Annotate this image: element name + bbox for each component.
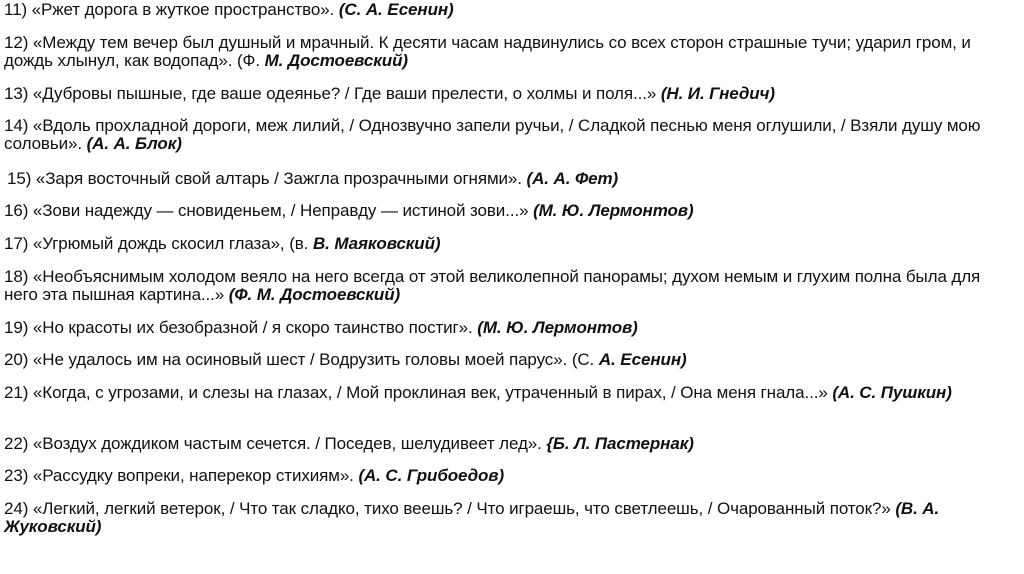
item-number: 18)	[4, 267, 29, 286]
list-item	[4, 435, 1014, 453]
item-quote: «Когда, с угрозами, и слезы на глазах, / Мой проклиная век, утраченный в пирах, / Она меня гнала...»	[32, 383, 828, 402]
item-number: 22)	[4, 434, 29, 453]
item-number: 13)	[4, 84, 29, 103]
item-number: 12)	[4, 33, 29, 52]
item-author: А. Есенин)	[598, 350, 687, 369]
item-author: (С. А. Есенин)	[338, 0, 454, 19]
list-item	[4, 351, 1014, 369]
item-author: (М. Ю. Лермонтов)	[533, 201, 694, 220]
item-author: (А. А. Фет)	[526, 169, 619, 188]
list-item	[4, 467, 1014, 485]
item-author: (А. С. Пушкин)	[832, 383, 952, 402]
item-author: (А. С. Грибоедов)	[358, 466, 505, 485]
item-quote: «Рассудку вопреки, наперекор стихиям».	[32, 466, 354, 485]
list-item	[4, 85, 1014, 103]
item-author: (Ф. М. Достоевский)	[228, 285, 401, 304]
item-author: (А. А. Блок)	[86, 134, 182, 153]
item-author: {Б. Л. Пастернак)	[546, 434, 694, 453]
item-number: 21)	[4, 383, 29, 402]
item-number: 11)	[4, 0, 28, 19]
item-quote: «Дубровы пышные, где ваше одеянье? / Где ваши прелести, о холмы и поля...»	[32, 84, 657, 103]
list-item	[7, 170, 1017, 188]
list-item	[4, 202, 1014, 220]
item-number: 24)	[4, 499, 29, 518]
item-quote: «Но красоты их безобразной / я скоро таинство постиг».	[32, 318, 473, 337]
item-quote: «Зови надежду — сновиденьем, / Неправду — истиной зови...»	[32, 201, 529, 220]
item-quote: «Между тем вечер был душный и мрачный. К десяти часам надвинулись со всех сторон страшные тучи; ударил гром, и дождь хлынул, как водопад».	[4, 33, 971, 70]
item-author: (М. Ю. Лермонтов)	[477, 318, 638, 337]
item-quote: «Заря восточный свой алтарь / Зажгла прозрачными огнями».	[35, 169, 522, 188]
item-number: 17)	[4, 234, 29, 253]
list-item	[4, 34, 1014, 70]
item-number: 20)	[4, 350, 29, 369]
list-item	[4, 268, 1014, 304]
item-quote: «Воздух дождиком частым сечется. / Поседев, шелудивеет лед».	[32, 434, 542, 453]
list-item	[4, 384, 1014, 402]
list-item	[4, 500, 1014, 536]
item-author-prefix: (Ф.	[236, 51, 260, 70]
item-author: (Н. И. Гнедич)	[660, 84, 775, 103]
item-number: 16)	[4, 201, 29, 220]
item-author: М. Достоевский)	[264, 51, 408, 70]
item-author-prefix: (С.	[571, 350, 595, 369]
item-number: 23)	[4, 466, 29, 485]
item-quote: «Легкий, легкий ветерок, / Что так сладко, тихо веешь? / Что играешь, что светлеешь, / Очарованный поток?»	[32, 499, 891, 518]
item-author: В. Маяковский)	[312, 234, 441, 253]
item-author: (В. А. Жуковский)	[4, 499, 940, 536]
item-quote: «Необъяснимым холодом веяло на него всегда от этой великолепной панорамы; духом немым и глухим полна была для него эта пышная картина...»	[4, 267, 981, 304]
list-item	[4, 1, 1014, 19]
item-quote: «Ржет дорога в жуткое пространство».	[31, 0, 335, 19]
list-item	[4, 117, 1014, 153]
item-number: 14)	[4, 116, 29, 135]
item-number: 15)	[7, 169, 32, 188]
item-number: 19)	[4, 318, 29, 337]
item-quote: «Угрюмый дождь скосил глаза»,	[32, 234, 285, 253]
item-author-prefix: (в.	[289, 234, 309, 253]
item-quote: «Не удалось им на осиновый шест / Водрузить головы моей парус».	[32, 350, 568, 369]
item-quote: «Вдоль прохладной дороги, меж лилий, / Однозвучно запели ручьи, / Сладкой песнью меня оглушили, / Взяли душу мою соловьи».	[4, 116, 981, 153]
list-item	[4, 235, 1014, 253]
list-item	[4, 319, 1014, 337]
